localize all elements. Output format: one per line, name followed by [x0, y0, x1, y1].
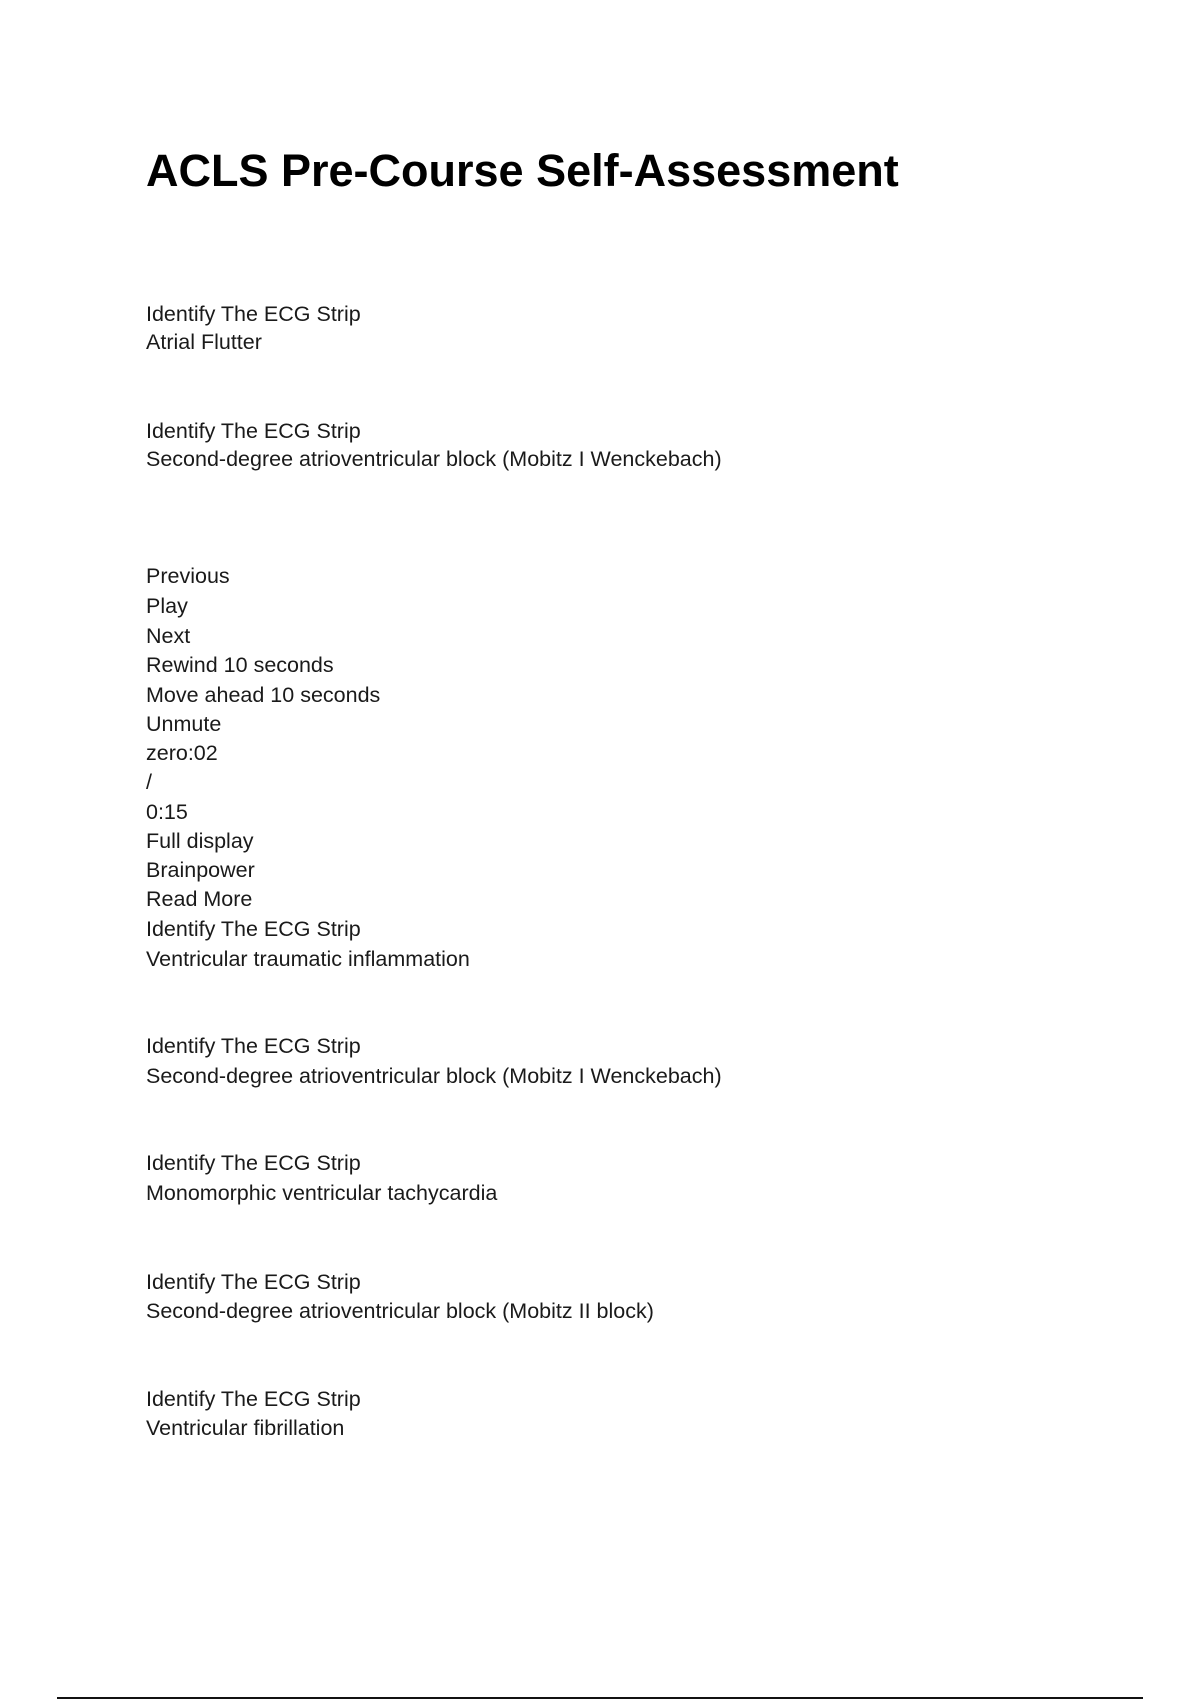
previous-button[interactable]: Previous — [146, 564, 230, 588]
play-button[interactable]: Play — [146, 594, 188, 618]
brand-link[interactable]: Brainpower — [146, 858, 255, 882]
question-heading: Identify The ECG Strip — [146, 1387, 361, 1411]
question-answer: Second-degree atrioventricular block (Mobitz II block) — [146, 1299, 654, 1323]
rewind-button[interactable]: Rewind 10 seconds — [146, 653, 334, 677]
bottom-rule — [57, 1697, 1143, 1699]
question-heading: Identify The ECG Strip — [146, 917, 361, 941]
question-answer: Ventricular traumatic inflammation — [146, 947, 470, 971]
unmute-button[interactable]: Unmute — [146, 712, 222, 736]
question-heading: Identify The ECG Strip — [146, 1270, 361, 1294]
question-heading: Identify The ECG Strip — [146, 1151, 361, 1175]
question-answer: Ventricular fibrillation — [146, 1416, 345, 1440]
question-answer: Monomorphic ventricular tachycardia — [146, 1181, 498, 1205]
time-separator: / — [146, 770, 152, 794]
question-answer: Atrial Flutter — [146, 330, 262, 354]
page-title: ACLS Pre-Course Self-Assessment — [146, 145, 899, 196]
current-time: zero:02 — [146, 741, 218, 765]
question-heading: Identify The ECG Strip — [146, 302, 361, 326]
duration: 0:15 — [146, 800, 188, 824]
read-more-link[interactable]: Read More — [146, 887, 253, 911]
question-answer: Second-degree atrioventricular block (Mobitz I Wenckebach) — [146, 1064, 722, 1088]
question-heading: Identify The ECG Strip — [146, 1034, 361, 1058]
fullscreen-button[interactable]: Full display — [146, 829, 254, 853]
next-button[interactable]: Next — [146, 624, 191, 648]
forward-button[interactable]: Move ahead 10 seconds — [146, 683, 381, 707]
question-answer: Second-degree atrioventricular block (Mobitz I Wenckebach) — [146, 447, 722, 471]
question-heading: Identify The ECG Strip — [146, 419, 361, 443]
